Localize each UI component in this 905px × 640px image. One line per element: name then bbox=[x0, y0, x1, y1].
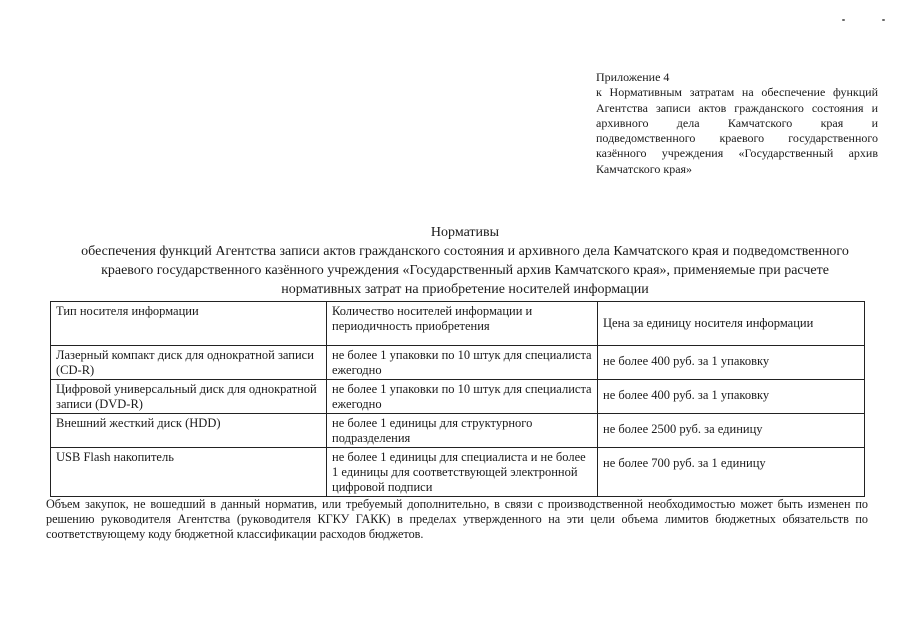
cell-type: USB Flash накопитель bbox=[51, 448, 327, 497]
appendix-note bbox=[596, 70, 878, 177]
appendix-text: к Нормативным затратам на обеспечение функций Агентства записи актов гражданского состояния и архивного дела Камчатского края и подведомственного краевого государственного казённого учреждения «Государственный архив Камчатского края» bbox=[596, 85, 878, 176]
table-row bbox=[51, 380, 865, 414]
cell-quantity: не более 1 единицы для специалиста и не более 1 единицы для соответствующей электронной цифровой подписи bbox=[327, 448, 598, 497]
heading-subtitle: обеспечения функций Агентства записи актов гражданского состояния и архивного дела Камчатского края и подведомственного краевого государственного казённого учреждения «Государственный архив Камчатского края», применяемые при расчете нормативных затрат на приобретение носителей информации bbox=[81, 244, 849, 297]
cell-type: Внешний жесткий диск (HDD) bbox=[51, 414, 327, 448]
scan-mark bbox=[842, 19, 845, 21]
table-row bbox=[51, 346, 865, 380]
cell-price: не более 700 руб. за 1 единицу bbox=[598, 448, 865, 497]
cell-quantity: не более 1 упаковки по 10 штук для специалиста ежегодно bbox=[327, 380, 598, 414]
appendix-title: Приложение 4 bbox=[596, 70, 670, 84]
cell-type: Лазерный компакт диск для однократной записи (CD-R) bbox=[51, 346, 327, 380]
cell-price: не более 2500 руб. за единицу bbox=[598, 414, 865, 448]
table-row bbox=[51, 414, 865, 448]
document-heading bbox=[60, 223, 870, 299]
heading-title: Нормативы bbox=[430, 225, 500, 240]
scan-mark bbox=[882, 19, 885, 21]
header-type: Тип носителя информации bbox=[51, 302, 327, 346]
table-header-row bbox=[51, 302, 865, 346]
header-quantity: Количество носителей информации и периодичность приобретения bbox=[327, 302, 598, 346]
cell-price: не более 400 руб. за 1 упаковку bbox=[598, 380, 865, 414]
norms-table bbox=[50, 301, 865, 497]
footnote: Объем закупок, не вошедший в данный норматив, или требуемый дополнительно, в связи с производственной необходимостью может быть изменен по решению руководителя Агентства (руководителя КГКУ ГАКК) в пределах утвержденного на эти цели объема лимитов бюджетных обязательств по соответствующему коду бюджетной классификации расходов бюджетов. bbox=[46, 497, 868, 541]
cell-price: не более 400 руб. за 1 упаковку bbox=[598, 346, 865, 380]
cell-quantity: не более 1 упаковки по 10 штук для специалиста ежегодно bbox=[327, 346, 598, 380]
cell-quantity: не более 1 единицы для структурного подразделения bbox=[327, 414, 598, 448]
table-row bbox=[51, 448, 865, 497]
header-price: Цена за единицу носителя информации bbox=[598, 302, 865, 346]
cell-type: Цифровой универсальный диск для однократной записи (DVD-R) bbox=[51, 380, 327, 414]
